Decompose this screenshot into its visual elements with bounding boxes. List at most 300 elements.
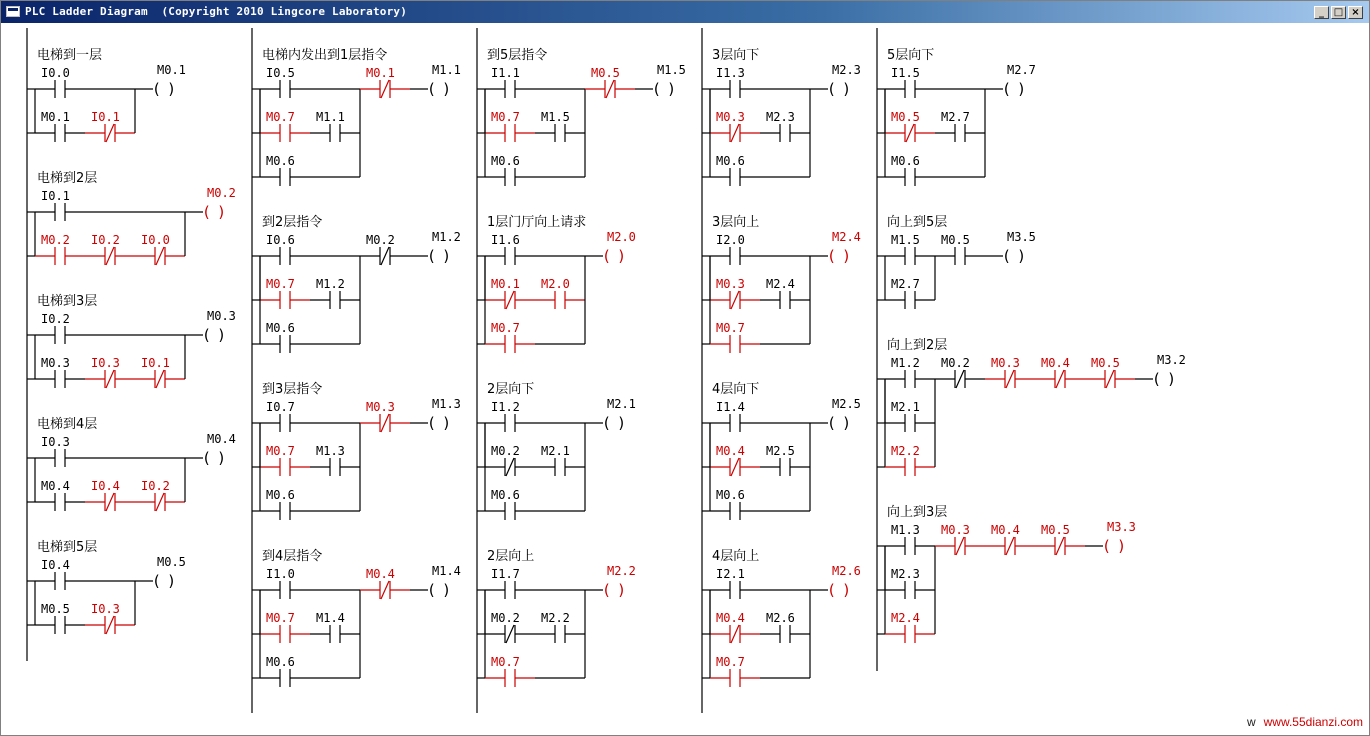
contact-label: I0.1: [141, 356, 170, 370]
window-title: PLC Ladder Diagram (Copyright 2010 Lingcore Laboratory): [25, 5, 408, 18]
contact-label: M0.4: [41, 479, 70, 493]
no-contact[interactable]: [35, 66, 85, 98]
nc-slash: [381, 414, 389, 432]
contact-label: I1.1: [491, 66, 520, 80]
rung-title: 到2层指令: [262, 215, 323, 230]
contact-label: M0.7: [266, 611, 295, 625]
output-coil[interactable]: [827, 564, 861, 599]
contact-label: M0.5: [891, 110, 920, 124]
output-coil[interactable]: [827, 63, 861, 98]
coil-label: M2.3: [832, 63, 861, 77]
no-contact[interactable]: [260, 154, 310, 186]
coil-label: M3.2: [1157, 353, 1186, 367]
nc-contact[interactable]: [135, 356, 185, 388]
no-contact[interactable]: [35, 312, 85, 344]
output-coil[interactable]: [152, 63, 186, 98]
nc-contact[interactable]: [935, 356, 985, 388]
nc-slash: [606, 80, 614, 98]
contact-label: M1.3: [891, 523, 920, 537]
no-contact[interactable]: [535, 611, 585, 643]
nc-contact[interactable]: [710, 611, 760, 643]
coil-label: M0.5: [157, 555, 186, 569]
contact-label: M0.2: [941, 356, 970, 370]
output-coil[interactable]: [1002, 230, 1036, 265]
no-contact[interactable]: [710, 154, 760, 186]
output-coil[interactable]: [202, 186, 236, 221]
coil-label: M0.1: [157, 63, 186, 77]
output-coil[interactable]: [427, 397, 461, 432]
contact-label: M0.1: [366, 66, 395, 80]
minimize-button[interactable]: _: [1314, 6, 1329, 19]
watermark-url: www.55dianzi.com: [1263, 715, 1363, 729]
nc-contact[interactable]: [585, 66, 635, 98]
ladder-rung[interactable]: [252, 548, 461, 687]
coil-label: M1.1: [432, 63, 461, 77]
no-contact[interactable]: [35, 233, 85, 265]
contact-label: M2.1: [891, 400, 920, 414]
coil-paren-left: (: [427, 581, 437, 599]
no-contact[interactable]: [35, 479, 85, 511]
coil-paren-right: ): [167, 572, 177, 590]
contact-label: I2.0: [716, 233, 745, 247]
ladder-diagram: [1, 23, 1369, 735]
ladder-rung[interactable]: [27, 170, 236, 265]
contact-label: M0.7: [266, 444, 295, 458]
no-contact[interactable]: [485, 488, 535, 520]
contact-label: I1.0: [266, 567, 295, 581]
no-contact[interactable]: [885, 444, 935, 476]
nc-contact[interactable]: [710, 110, 760, 142]
no-contact[interactable]: [710, 400, 760, 432]
contact-label: M0.6: [491, 488, 520, 502]
no-contact[interactable]: [760, 277, 810, 309]
contact-label: M0.7: [491, 321, 520, 335]
contact-label: M2.7: [941, 110, 970, 124]
nc-contact[interactable]: [135, 479, 185, 511]
contact-label: M0.7: [716, 321, 745, 335]
no-contact[interactable]: [260, 321, 310, 353]
coil-paren-right: ): [1017, 247, 1027, 265]
coil-paren-right: ): [842, 247, 852, 265]
rung-title: 电梯到3层: [37, 294, 98, 309]
coil-paren-left: (: [602, 247, 612, 265]
no-contact[interactable]: [260, 567, 310, 599]
watermark-prefix: w: [1246, 715, 1256, 729]
output-coil[interactable]: [602, 564, 636, 599]
ladder-rung[interactable]: [27, 416, 236, 511]
contact-label: M2.4: [766, 277, 795, 291]
no-contact[interactable]: [885, 233, 935, 265]
contact-label: M0.3: [716, 110, 745, 124]
contact-label: M0.2: [41, 233, 70, 247]
ladder-rung[interactable]: [702, 48, 861, 186]
ladder-rung[interactable]: [702, 549, 861, 687]
ladder-rung[interactable]: [27, 293, 236, 388]
coil-label: M1.3: [432, 397, 461, 411]
coil-paren-right: ): [167, 80, 177, 98]
no-contact[interactable]: [260, 488, 310, 520]
rung-title: 1层门厅向上请求: [487, 215, 587, 230]
coil-label: M2.5: [832, 397, 861, 411]
nc-contact[interactable]: [1035, 356, 1085, 388]
maximize-button[interactable]: □: [1331, 6, 1346, 19]
no-contact[interactable]: [710, 488, 760, 520]
output-coil[interactable]: [827, 230, 861, 265]
nc-slash: [506, 625, 514, 643]
nc-slash: [731, 625, 739, 643]
output-coil[interactable]: [152, 555, 186, 590]
contact-label: M2.3: [766, 110, 795, 124]
no-contact[interactable]: [760, 110, 810, 142]
contact-label: M0.5: [591, 66, 620, 80]
nc-contact[interactable]: [485, 444, 535, 476]
no-contact[interactable]: [260, 66, 310, 98]
nc-contact[interactable]: [985, 523, 1035, 555]
output-coil[interactable]: [1002, 63, 1036, 98]
coil-paren-left: (: [152, 80, 162, 98]
no-contact[interactable]: [35, 435, 85, 467]
contact-label: I1.5: [891, 66, 920, 80]
coil-paren-left: (: [152, 572, 162, 590]
ladder-rung[interactable]: [27, 47, 186, 142]
nc-contact[interactable]: [360, 400, 410, 432]
coil-paren-right: ): [842, 414, 852, 432]
coil-label: M3.3: [1107, 520, 1136, 534]
no-contact[interactable]: [935, 110, 985, 142]
no-contact[interactable]: [535, 110, 585, 142]
contact-label: M1.2: [316, 277, 345, 291]
coil-paren-left: (: [1002, 80, 1012, 98]
coil-paren-right: ): [217, 449, 227, 467]
coil-paren-left: (: [202, 326, 212, 344]
nc-slash: [106, 124, 114, 142]
ladder-rung[interactable]: [252, 214, 461, 353]
no-contact[interactable]: [710, 66, 760, 98]
coil-label: M0.4: [207, 432, 236, 446]
nc-contact[interactable]: [85, 479, 135, 511]
coil-paren-left: (: [202, 449, 212, 467]
no-contact[interactable]: [35, 189, 85, 221]
coil-label: M2.6: [832, 564, 861, 578]
coil-paren-right: ): [617, 581, 627, 599]
no-contact[interactable]: [535, 444, 585, 476]
nc-slash: [1056, 370, 1064, 388]
contact-label: M2.4: [891, 611, 920, 625]
ladder-rung[interactable]: [477, 382, 636, 520]
contact-label: I0.4: [41, 558, 70, 572]
coil-paren-left: (: [427, 414, 437, 432]
nc-contact[interactable]: [710, 444, 760, 476]
coil-paren-left: (: [427, 80, 437, 98]
nc-contact[interactable]: [85, 602, 135, 634]
nc-contact[interactable]: [885, 110, 935, 142]
output-coil[interactable]: [652, 63, 686, 98]
contact-label: M2.2: [891, 444, 920, 458]
contact-label: M0.6: [716, 488, 745, 502]
contact-label: M0.6: [266, 321, 295, 335]
nc-slash: [506, 458, 514, 476]
rung-title: 电梯到一层: [37, 48, 103, 63]
ladder-rung[interactable]: [477, 214, 636, 353]
no-contact[interactable]: [885, 567, 935, 599]
coil-paren-left: (: [602, 581, 612, 599]
contact-label: M2.7: [891, 277, 920, 291]
contact-label: M2.0: [541, 277, 570, 291]
no-contact[interactable]: [710, 655, 760, 687]
contact-label: M0.4: [716, 611, 745, 625]
contact-label: M0.5: [941, 233, 970, 247]
contact-label: I1.2: [491, 400, 520, 414]
ladder-rung[interactable]: [252, 381, 461, 520]
no-contact[interactable]: [885, 523, 935, 555]
coil-paren-right: ): [1117, 537, 1127, 555]
coil-label: M0.2: [207, 186, 236, 200]
no-contact[interactable]: [485, 154, 535, 186]
ladder-rung[interactable]: [27, 539, 186, 634]
nc-slash: [156, 370, 164, 388]
nc-contact[interactable]: [485, 611, 535, 643]
no-contact[interactable]: [485, 655, 535, 687]
contact-label: I0.3: [91, 356, 120, 370]
output-coil[interactable]: [427, 564, 461, 599]
rung-title: 4层向下: [712, 382, 760, 397]
nc-contact[interactable]: [360, 66, 410, 98]
coil-paren-right: ): [667, 80, 677, 98]
no-contact[interactable]: [260, 277, 310, 309]
contact-label: M0.1: [41, 110, 70, 124]
contact-label: M0.3: [941, 523, 970, 537]
ladder-rung[interactable]: [702, 215, 861, 353]
contact-label: M0.3: [716, 277, 745, 291]
contact-label: M0.6: [491, 154, 520, 168]
ladder-rung[interactable]: [477, 47, 686, 186]
coil-paren-left: (: [827, 414, 837, 432]
rung-title: 电梯到4层: [37, 417, 98, 432]
nc-slash: [381, 80, 389, 98]
no-contact[interactable]: [760, 444, 810, 476]
coil-paren-left: (: [602, 414, 612, 432]
ladder-column: [877, 28, 1186, 671]
no-contact[interactable]: [935, 233, 985, 265]
title-bar[interactable]: [1, 1, 1370, 23]
contact-label: M0.5: [1091, 356, 1120, 370]
output-coil[interactable]: [1152, 353, 1186, 388]
coil-paren-right: ): [842, 581, 852, 599]
nc-slash: [106, 616, 114, 634]
ladder-rung[interactable]: [877, 48, 1036, 186]
output-coil[interactable]: [427, 63, 461, 98]
no-contact[interactable]: [35, 602, 85, 634]
ladder-rung[interactable]: [877, 505, 1136, 643]
ladder-column: [252, 28, 461, 713]
coil-paren-right: ): [842, 80, 852, 98]
contact-label: M0.2: [366, 233, 395, 247]
nc-contact[interactable]: [935, 523, 985, 555]
nc-contact[interactable]: [1035, 523, 1085, 555]
contact-label: M1.5: [891, 233, 920, 247]
rung-title: 向上到3层: [887, 505, 948, 520]
contact-label: M1.5: [541, 110, 570, 124]
coil-paren-right: ): [617, 414, 627, 432]
contact-label: M0.6: [716, 154, 745, 168]
nc-slash: [1106, 370, 1114, 388]
contact-label: M0.5: [41, 602, 70, 616]
coil-label: M2.7: [1007, 63, 1036, 77]
contact-label: M0.7: [491, 110, 520, 124]
nc-contact[interactable]: [985, 356, 1035, 388]
output-coil[interactable]: [202, 309, 236, 344]
no-contact[interactable]: [35, 356, 85, 388]
ladder-rung[interactable]: [877, 338, 1186, 476]
no-contact[interactable]: [310, 611, 360, 643]
contact-label: M2.5: [766, 444, 795, 458]
ladder-rung[interactable]: [877, 215, 1036, 309]
no-contact[interactable]: [885, 356, 935, 388]
no-contact[interactable]: [35, 558, 85, 590]
ladder-column: [27, 28, 236, 661]
no-contact[interactable]: [710, 321, 760, 353]
contact-label: M1.1: [316, 110, 345, 124]
watermark: [1247, 715, 1363, 729]
coil-paren-right: ): [442, 581, 452, 599]
contact-label: M0.7: [266, 277, 295, 291]
contact-label: I0.2: [41, 312, 70, 326]
nc-slash: [956, 537, 964, 555]
output-coil[interactable]: [602, 397, 636, 432]
nc-contact[interactable]: [85, 356, 135, 388]
nc-slash: [956, 370, 964, 388]
no-contact[interactable]: [485, 110, 535, 142]
coil-label: M1.2: [432, 230, 461, 244]
no-contact[interactable]: [885, 277, 935, 309]
no-contact[interactable]: [710, 567, 760, 599]
contact-label: M0.4: [366, 567, 395, 581]
nc-slash: [1056, 537, 1064, 555]
no-contact[interactable]: [260, 400, 310, 432]
contact-label: M0.7: [716, 655, 745, 669]
no-contact[interactable]: [885, 66, 935, 98]
coil-paren-right: ): [217, 203, 227, 221]
coil-paren-left: (: [202, 203, 212, 221]
contact-label: I2.1: [716, 567, 745, 581]
coil-paren-right: ): [217, 326, 227, 344]
nc-contact[interactable]: [85, 233, 135, 265]
no-contact[interactable]: [310, 444, 360, 476]
contact-label: M0.3: [41, 356, 70, 370]
no-contact[interactable]: [710, 233, 760, 265]
contact-label: M0.4: [1041, 356, 1070, 370]
coil-label: M1.4: [432, 564, 461, 578]
nc-contact[interactable]: [360, 567, 410, 599]
nc-contact[interactable]: [710, 277, 760, 309]
app-icon: [6, 6, 20, 17]
no-contact[interactable]: [260, 655, 310, 687]
output-coil[interactable]: [602, 230, 636, 265]
coil-paren-left: (: [652, 80, 662, 98]
nc-slash: [106, 370, 114, 388]
ladder-rung[interactable]: [477, 549, 636, 687]
no-contact[interactable]: [485, 567, 535, 599]
no-contact[interactable]: [260, 233, 310, 265]
ladder-column: [477, 28, 686, 713]
contact-label: I0.3: [91, 602, 120, 616]
rung-title: 3层向下: [712, 48, 760, 63]
no-contact[interactable]: [485, 233, 535, 265]
output-coil[interactable]: [1102, 520, 1136, 555]
rung-title: 3层向上: [712, 215, 760, 230]
coil-paren-left: (: [1152, 370, 1162, 388]
no-contact[interactable]: [485, 66, 535, 98]
no-contact[interactable]: [35, 110, 85, 142]
nc-contact[interactable]: [135, 233, 185, 265]
contact-label: I1.7: [491, 567, 520, 581]
contact-label: I0.0: [141, 233, 170, 247]
contact-label: I0.5: [266, 66, 295, 80]
no-contact[interactable]: [310, 277, 360, 309]
rung-title: 到4层指令: [262, 549, 323, 564]
no-contact[interactable]: [885, 611, 935, 643]
coil-paren-left: (: [827, 247, 837, 265]
output-coil[interactable]: [202, 432, 236, 467]
output-coil[interactable]: [427, 230, 461, 265]
rung-title: 向上到2层: [887, 338, 948, 353]
coil-paren-right: ): [442, 414, 452, 432]
no-contact[interactable]: [485, 321, 535, 353]
contact-label: M0.4: [991, 523, 1020, 537]
contact-label: M0.3: [991, 356, 1020, 370]
contact-label: M1.4: [316, 611, 345, 625]
no-contact[interactable]: [485, 400, 535, 432]
contact-label: M0.3: [366, 400, 395, 414]
no-contact[interactable]: [260, 444, 310, 476]
contact-label: I0.1: [91, 110, 120, 124]
contact-label: M0.1: [491, 277, 520, 291]
nc-contact[interactable]: [485, 277, 535, 309]
coil-paren-left: (: [827, 80, 837, 98]
contact-label: M0.7: [266, 110, 295, 124]
nc-slash: [106, 493, 114, 511]
nc-contact[interactable]: [1085, 356, 1135, 388]
nc-contact[interactable]: [85, 110, 135, 142]
nc-slash: [156, 247, 164, 265]
no-contact[interactable]: [260, 110, 310, 142]
rung-title: 电梯内发出到1层指令: [262, 48, 388, 63]
coil-paren-left: (: [1002, 247, 1012, 265]
no-contact[interactable]: [310, 110, 360, 142]
no-contact[interactable]: [885, 154, 935, 186]
contact-label: M0.4: [716, 444, 745, 458]
contact-label: M0.6: [266, 154, 295, 168]
ladder-rung[interactable]: [252, 47, 461, 186]
coil-label: M2.1: [607, 397, 636, 411]
rung-title: 5层向下: [887, 48, 935, 63]
no-contact[interactable]: [535, 277, 585, 309]
output-coil[interactable]: [827, 397, 861, 432]
nc-slash: [731, 124, 739, 142]
rung-title: 4层向上: [712, 549, 760, 564]
contact-label: I1.6: [491, 233, 520, 247]
no-contact[interactable]: [885, 400, 935, 432]
rung-title: 到3层指令: [262, 382, 323, 397]
coil-paren-right: ): [617, 247, 627, 265]
coil-label: M2.0: [607, 230, 636, 244]
no-contact[interactable]: [260, 611, 310, 643]
close-button[interactable]: ×: [1348, 6, 1363, 19]
no-contact[interactable]: [760, 611, 810, 643]
nc-contact[interactable]: [360, 233, 410, 265]
ladder-rung[interactable]: [702, 382, 861, 520]
ladder-column: [702, 28, 861, 713]
